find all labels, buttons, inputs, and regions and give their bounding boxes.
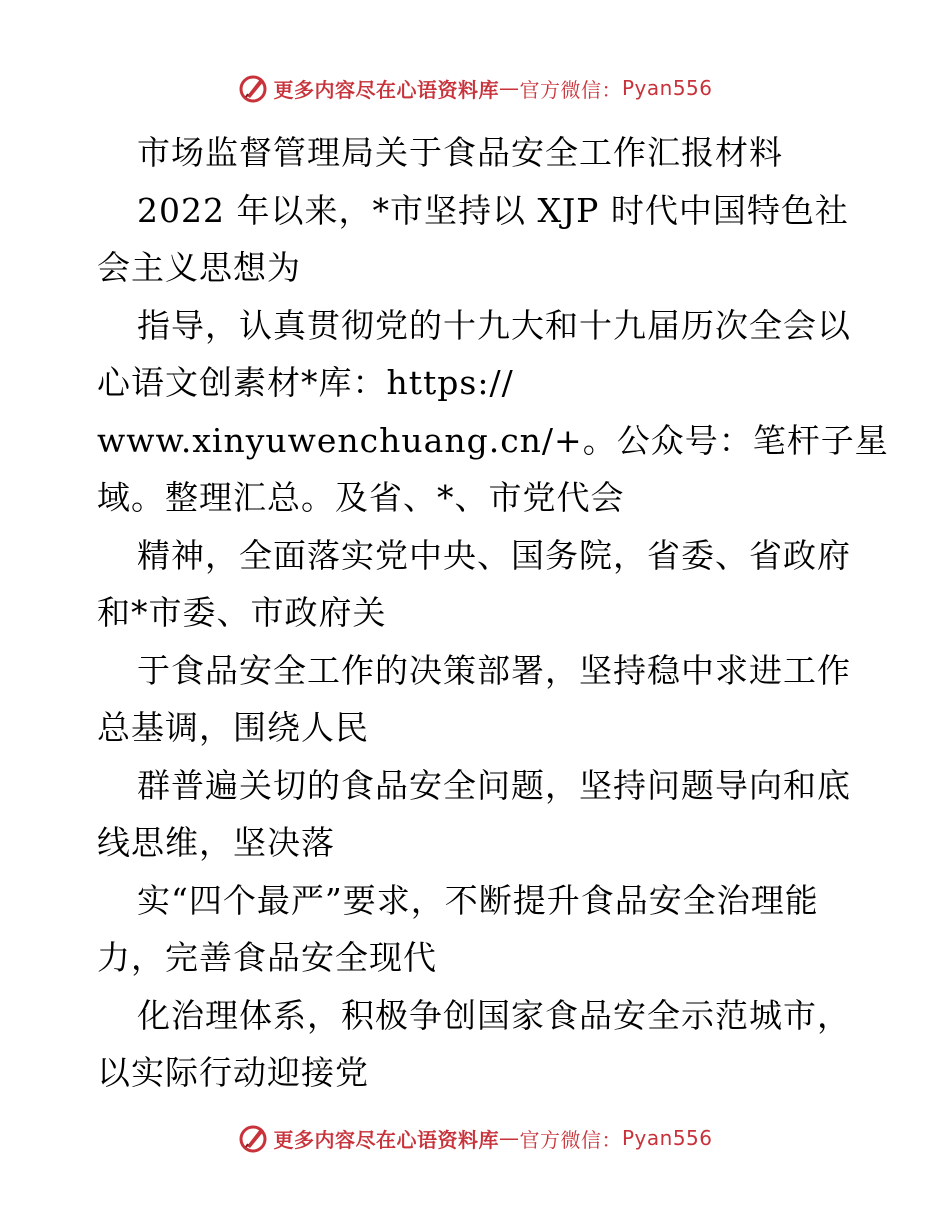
banner-dash: — [498, 1126, 520, 1150]
header-watermark-banner [0, 72, 950, 104]
quill-pen-seal-icon [237, 1122, 269, 1154]
banner-dash: — [498, 76, 520, 100]
text-line: 线思维，坚决落 [97, 823, 335, 862]
text-line: 力，完善食品安全现代 [97, 938, 437, 977]
text-line: 总基调，围绕人民 [97, 708, 369, 747]
text-line: 2022 年以来，*市坚持以 XJP 时代中国特色社 [137, 190, 849, 230]
text-line: 化治理体系，积极争创国家食品安全示范城市， [137, 995, 851, 1035]
document-body [97, 124, 889, 1102]
document-title: 市场监督管理局关于食品安全工作汇报材料 [137, 133, 783, 172]
text-line: 和*市委、市政府关 [97, 593, 387, 632]
text-line: 指导，认真贯彻党的十九大和十九届历次全会以 [137, 305, 851, 345]
text-line: www.xinyuwenchuang.cn/+。公众号：笔杆子星 [97, 420, 889, 460]
text-line: 域。整理汇总。及省、*、市党代会 [97, 478, 625, 517]
banner-wechat-id: Pyan556 [621, 1126, 713, 1150]
text-line: 会主义思想为 [97, 248, 301, 287]
text-line: 实“四个最严”要求，不断提升食品安全治理能 [137, 880, 819, 920]
footer-watermark-banner [0, 1122, 950, 1154]
text-line: 精神，全面落实党中央、国务院，省委、省政府 [137, 535, 851, 575]
banner-main-text: 更多内容尽在心语资料库 [273, 1127, 499, 1152]
banner-main-text: 更多内容尽在心语资料库 [273, 77, 499, 102]
text-line: 于食品安全工作的决策部署，坚持稳中求进工作 [137, 650, 851, 690]
quill-pen-seal-icon [237, 72, 269, 104]
banner-wechat-label: 官方微信： [519, 77, 622, 102]
text-line: 群普遍关切的食品安全问题，坚持问题导向和底 [137, 765, 851, 805]
text-line: 心语文创素材*库：https:// [97, 363, 514, 402]
banner-wechat-label: 官方微信： [519, 1127, 622, 1152]
banner-wechat-id: Pyan556 [621, 76, 713, 100]
text-line: 以实际行动迎接党 [97, 1053, 369, 1092]
